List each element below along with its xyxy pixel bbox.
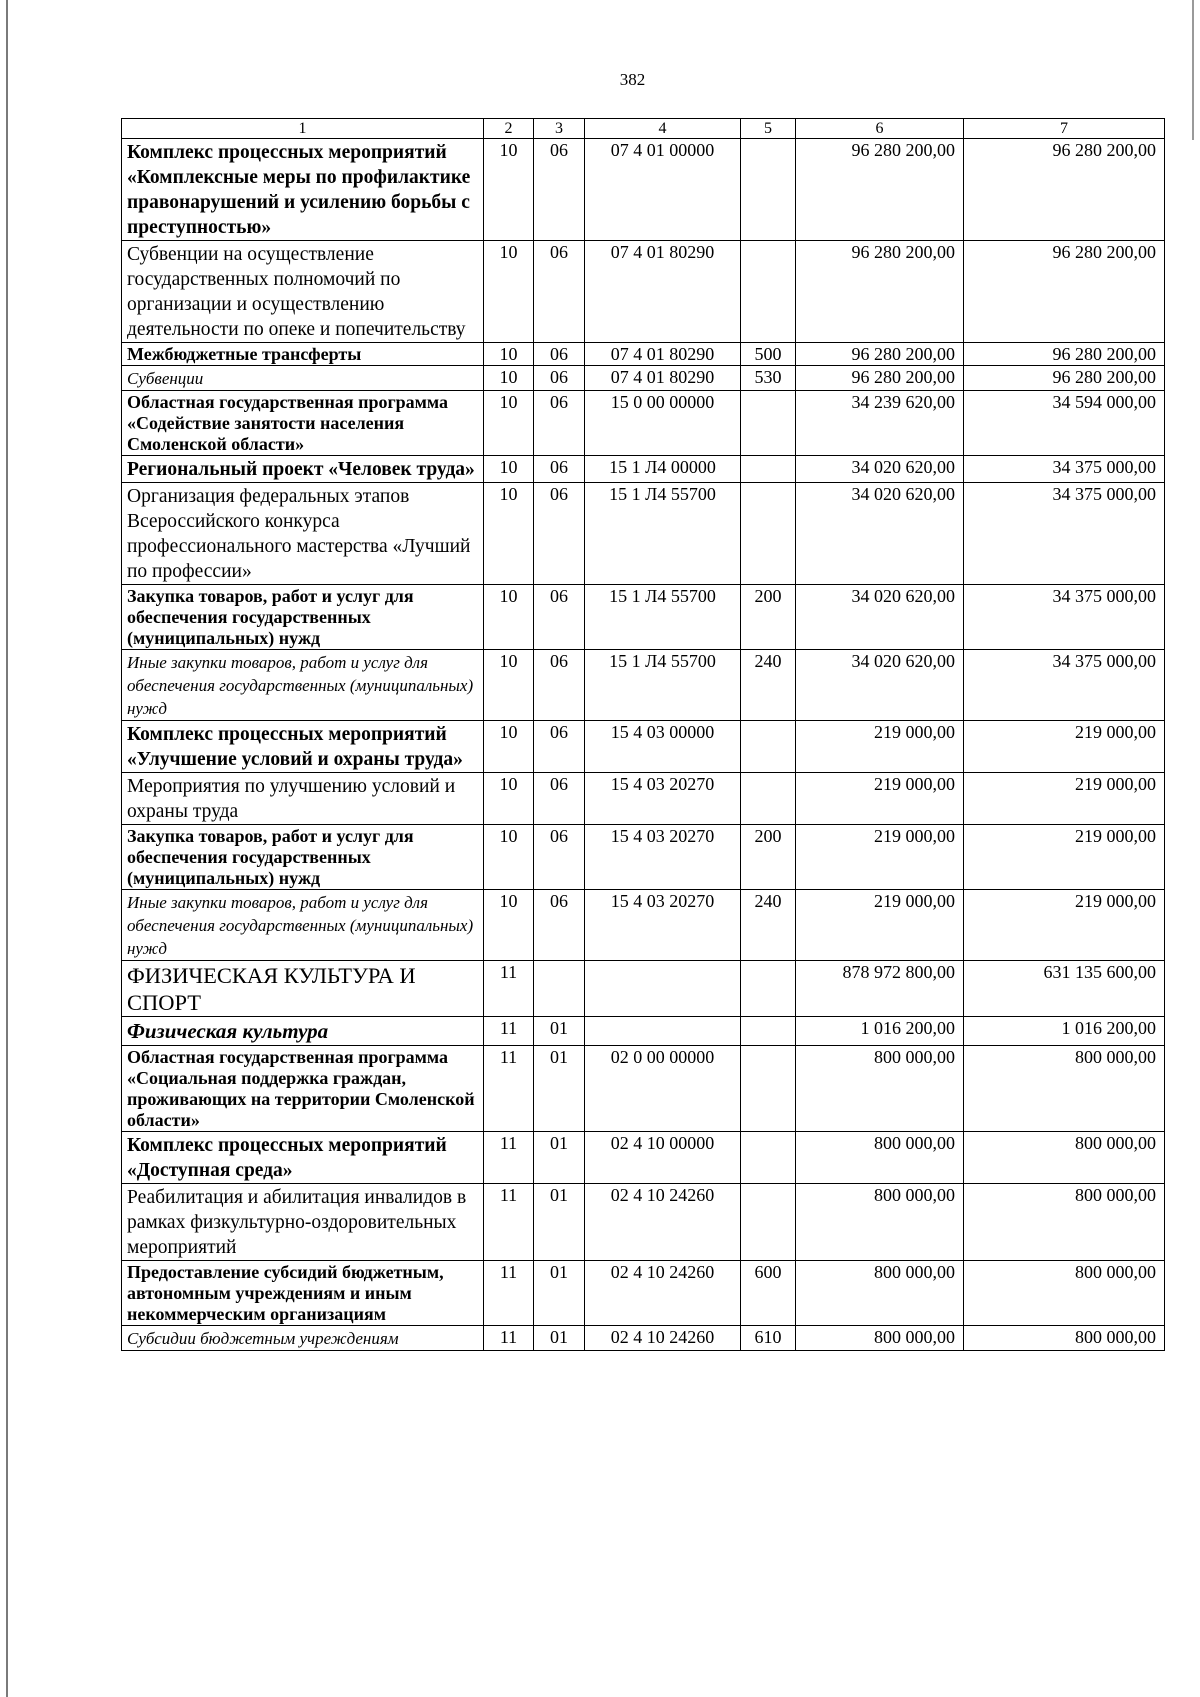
target-article-code: 15 4 03 00000 xyxy=(585,721,741,773)
expense-type-code xyxy=(741,139,796,241)
target-article-code: 07 4 01 80290 xyxy=(585,241,741,343)
section-code: 10 xyxy=(484,343,534,366)
section-code: 11 xyxy=(484,1132,534,1184)
table-row xyxy=(122,721,1165,773)
row-name: Реабилитация и абилитация инвалидов в рамках физкультурно-оздоровительных мероприятий xyxy=(122,1184,484,1261)
expense-type-code: 530 xyxy=(741,366,796,391)
column-header: 2 xyxy=(484,119,534,139)
expense-type-code xyxy=(741,456,796,483)
target-article-code: 15 1 Л4 55700 xyxy=(585,585,741,650)
section-code: 10 xyxy=(484,890,534,961)
amount-year-1: 34 020 620,00 xyxy=(796,650,964,721)
expense-type-code: 500 xyxy=(741,343,796,366)
subsection-code: 06 xyxy=(534,890,585,961)
row-name: Межбюджетные трансферты xyxy=(122,343,484,366)
row-name: Субвенции на осуществление государственных полномочий по организации и осуществлению деятельности по опеке и попечительству xyxy=(122,241,484,343)
column-header: 4 xyxy=(585,119,741,139)
target-article-code xyxy=(585,1017,741,1046)
expense-type-code xyxy=(741,1017,796,1046)
target-article-code: 02 0 00 00000 xyxy=(585,1046,741,1132)
amount-year-1: 34 020 620,00 xyxy=(796,456,964,483)
subsection-code: 06 xyxy=(534,773,585,825)
section-code: 10 xyxy=(484,241,534,343)
table-row xyxy=(122,1132,1165,1184)
amount-year-2: 800 000,00 xyxy=(964,1046,1165,1132)
subsection-code: 01 xyxy=(534,1184,585,1261)
budget-table xyxy=(121,118,1165,1351)
expense-type-code: 240 xyxy=(741,890,796,961)
row-name: Областная государственная программа «Содействие занятости населения Смоленской области» xyxy=(122,391,484,456)
amount-year-1: 800 000,00 xyxy=(796,1184,964,1261)
amount-year-2: 34 375 000,00 xyxy=(964,483,1165,585)
target-article-code: 15 4 03 20270 xyxy=(585,825,741,890)
subsection-code: 01 xyxy=(534,1326,585,1351)
section-code: 10 xyxy=(484,456,534,483)
table-row xyxy=(122,456,1165,483)
table-row xyxy=(122,1326,1165,1351)
subsection-code: 06 xyxy=(534,721,585,773)
expense-type-code xyxy=(741,483,796,585)
amount-year-2: 800 000,00 xyxy=(964,1261,1165,1326)
table-row xyxy=(122,890,1165,961)
amount-year-1: 96 280 200,00 xyxy=(796,139,964,241)
expense-type-code xyxy=(741,961,796,1017)
row-name: Субвенции xyxy=(122,366,484,391)
subsection-code xyxy=(534,961,585,1017)
amount-year-2: 96 280 200,00 xyxy=(964,343,1165,366)
row-name: Закупка товаров, работ и услуг для обеспечения государственных (муниципальных) нужд xyxy=(122,825,484,890)
subsection-code: 06 xyxy=(534,456,585,483)
amount-year-2: 96 280 200,00 xyxy=(964,366,1165,391)
expense-type-code: 240 xyxy=(741,650,796,721)
amount-year-1: 96 280 200,00 xyxy=(796,241,964,343)
subsection-code: 06 xyxy=(534,139,585,241)
section-code: 11 xyxy=(484,1017,534,1046)
table-row xyxy=(122,825,1165,890)
section-code: 10 xyxy=(484,650,534,721)
target-article-code: 07 4 01 80290 xyxy=(585,343,741,366)
amount-year-2: 219 000,00 xyxy=(964,773,1165,825)
section-code: 10 xyxy=(484,391,534,456)
amount-year-1: 878 972 800,00 xyxy=(796,961,964,1017)
target-article-code: 15 4 03 20270 xyxy=(585,773,741,825)
amount-year-1: 219 000,00 xyxy=(796,773,964,825)
table-row xyxy=(122,391,1165,456)
expense-type-code xyxy=(741,1132,796,1184)
row-name: Иные закупки товаров, работ и услуг для обеспечения государственных (муниципальных) нужд xyxy=(122,650,484,721)
row-name: Организация федеральных этапов Всероссийского конкурса профессионального мастерства «Лучший по профессии» xyxy=(122,483,484,585)
table-row xyxy=(122,650,1165,721)
table-row xyxy=(122,366,1165,391)
target-article-code: 15 1 Л4 55700 xyxy=(585,650,741,721)
amount-year-1: 800 000,00 xyxy=(796,1261,964,1326)
target-article-code: 15 1 Л4 00000 xyxy=(585,456,741,483)
amount-year-2: 96 280 200,00 xyxy=(964,241,1165,343)
table-row xyxy=(122,483,1165,585)
table-row xyxy=(122,343,1165,366)
row-name: Комплекс процессных мероприятий «Комплексные меры по профилактике правонарушений и усилению борьбы с преступностью» xyxy=(122,139,484,241)
column-header: 1 xyxy=(122,119,484,139)
expense-type-code xyxy=(741,391,796,456)
row-name: Областная государственная программа «Социальная поддержка граждан, проживающих на территории Смоленской области» xyxy=(122,1046,484,1132)
expense-type-code xyxy=(741,1046,796,1132)
section-code: 11 xyxy=(484,1326,534,1351)
expense-type-code: 200 xyxy=(741,825,796,890)
target-article-code: 02 4 10 00000 xyxy=(585,1132,741,1184)
amount-year-2: 34 375 000,00 xyxy=(964,456,1165,483)
column-header: 7 xyxy=(964,119,1165,139)
row-name: Субсидии бюджетным учреждениям xyxy=(122,1326,484,1351)
subsection-code: 06 xyxy=(534,343,585,366)
target-article-code: 02 4 10 24260 xyxy=(585,1261,741,1326)
amount-year-2: 34 375 000,00 xyxy=(964,650,1165,721)
table-row xyxy=(122,1046,1165,1132)
subsection-code: 01 xyxy=(534,1132,585,1184)
amount-year-2: 96 280 200,00 xyxy=(964,139,1165,241)
row-name: Комплекс процессных мероприятий «Улучшение условий и охраны труда» xyxy=(122,721,484,773)
section-code: 10 xyxy=(484,721,534,773)
section-code: 10 xyxy=(484,366,534,391)
amount-year-2: 631 135 600,00 xyxy=(964,961,1165,1017)
subsection-code: 06 xyxy=(534,241,585,343)
subsection-code: 01 xyxy=(534,1017,585,1046)
target-article-code: 02 4 10 24260 xyxy=(585,1326,741,1351)
amount-year-2: 34 594 000,00 xyxy=(964,391,1165,456)
page-number: 382 xyxy=(619,70,646,89)
expense-type-code: 200 xyxy=(741,585,796,650)
target-article-code: 15 4 03 20270 xyxy=(585,890,741,961)
section-code: 10 xyxy=(484,139,534,241)
section-code: 11 xyxy=(484,1184,534,1261)
amount-year-1: 1 016 200,00 xyxy=(796,1017,964,1046)
target-article-code: 02 4 10 24260 xyxy=(585,1184,741,1261)
amount-year-1: 219 000,00 xyxy=(796,721,964,773)
expense-type-code: 600 xyxy=(741,1261,796,1326)
amount-year-1: 800 000,00 xyxy=(796,1046,964,1132)
section-code: 10 xyxy=(484,825,534,890)
section-code: 10 xyxy=(484,483,534,585)
amount-year-2: 219 000,00 xyxy=(964,825,1165,890)
expense-type-code xyxy=(741,241,796,343)
subsection-code: 01 xyxy=(534,1046,585,1132)
target-article-code: 07 4 01 00000 xyxy=(585,139,741,241)
scan-edge-line xyxy=(6,0,8,1697)
subsection-code: 06 xyxy=(534,585,585,650)
column-header: 3 xyxy=(534,119,585,139)
amount-year-1: 34 020 620,00 xyxy=(796,483,964,585)
section-code: 11 xyxy=(484,1261,534,1326)
section-code: 11 xyxy=(484,1046,534,1132)
table-row xyxy=(122,585,1165,650)
target-article-code: 07 4 01 80290 xyxy=(585,366,741,391)
table-row xyxy=(122,1261,1165,1326)
row-name: ФИЗИЧЕСКАЯ КУЛЬТУРА И СПОРТ xyxy=(122,961,484,1017)
row-name: Мероприятия по улучшению условий и охраны труда xyxy=(122,773,484,825)
row-name: Физическая культура xyxy=(122,1017,484,1046)
table-row xyxy=(122,1184,1165,1261)
subsection-code: 06 xyxy=(534,483,585,585)
amount-year-2: 800 000,00 xyxy=(964,1132,1165,1184)
subsection-code: 01 xyxy=(534,1261,585,1326)
amount-year-2: 219 000,00 xyxy=(964,890,1165,961)
amount-year-1: 34 020 620,00 xyxy=(796,585,964,650)
table-row xyxy=(122,1017,1165,1046)
subsection-code: 06 xyxy=(534,825,585,890)
target-article-code: 15 0 00 00000 xyxy=(585,391,741,456)
expense-type-code: 610 xyxy=(741,1326,796,1351)
subsection-code: 06 xyxy=(534,391,585,456)
expense-type-code xyxy=(741,773,796,825)
expense-type-code xyxy=(741,1184,796,1261)
amount-year-2: 1 016 200,00 xyxy=(964,1017,1165,1046)
amount-year-2: 800 000,00 xyxy=(964,1184,1165,1261)
row-name: Закупка товаров, работ и услуг для обеспечения государственных (муниципальных) нужд xyxy=(122,585,484,650)
amount-year-2: 800 000,00 xyxy=(964,1326,1165,1351)
column-number-row xyxy=(122,119,1165,139)
table-row xyxy=(122,139,1165,241)
table-row xyxy=(122,773,1165,825)
amount-year-1: 800 000,00 xyxy=(796,1326,964,1351)
table-row xyxy=(122,961,1165,1017)
row-name: Предоставление субсидий бюджетным, автономным учреждениям и иным некоммерческим организациям xyxy=(122,1261,484,1326)
column-header: 6 xyxy=(796,119,964,139)
subsection-code: 06 xyxy=(534,650,585,721)
section-code: 11 xyxy=(484,961,534,1017)
column-header: 5 xyxy=(741,119,796,139)
amount-year-1: 219 000,00 xyxy=(796,890,964,961)
target-article-code xyxy=(585,961,741,1017)
amount-year-2: 34 375 000,00 xyxy=(964,585,1165,650)
section-code: 10 xyxy=(484,585,534,650)
expense-type-code xyxy=(741,721,796,773)
amount-year-1: 219 000,00 xyxy=(796,825,964,890)
amount-year-2: 219 000,00 xyxy=(964,721,1165,773)
amount-year-1: 34 239 620,00 xyxy=(796,391,964,456)
row-name: Комплекс процессных мероприятий «Доступная среда» xyxy=(122,1132,484,1184)
amount-year-1: 800 000,00 xyxy=(796,1132,964,1184)
amount-year-1: 96 280 200,00 xyxy=(796,366,964,391)
section-code: 10 xyxy=(484,773,534,825)
target-article-code: 15 1 Л4 55700 xyxy=(585,483,741,585)
row-name: Иные закупки товаров, работ и услуг для обеспечения государственных (муниципальных) нужд xyxy=(122,890,484,961)
table-row xyxy=(122,241,1165,343)
subsection-code: 06 xyxy=(534,366,585,391)
amount-year-1: 96 280 200,00 xyxy=(796,343,964,366)
row-name: Региональный проект «Человек труда» xyxy=(122,456,484,483)
